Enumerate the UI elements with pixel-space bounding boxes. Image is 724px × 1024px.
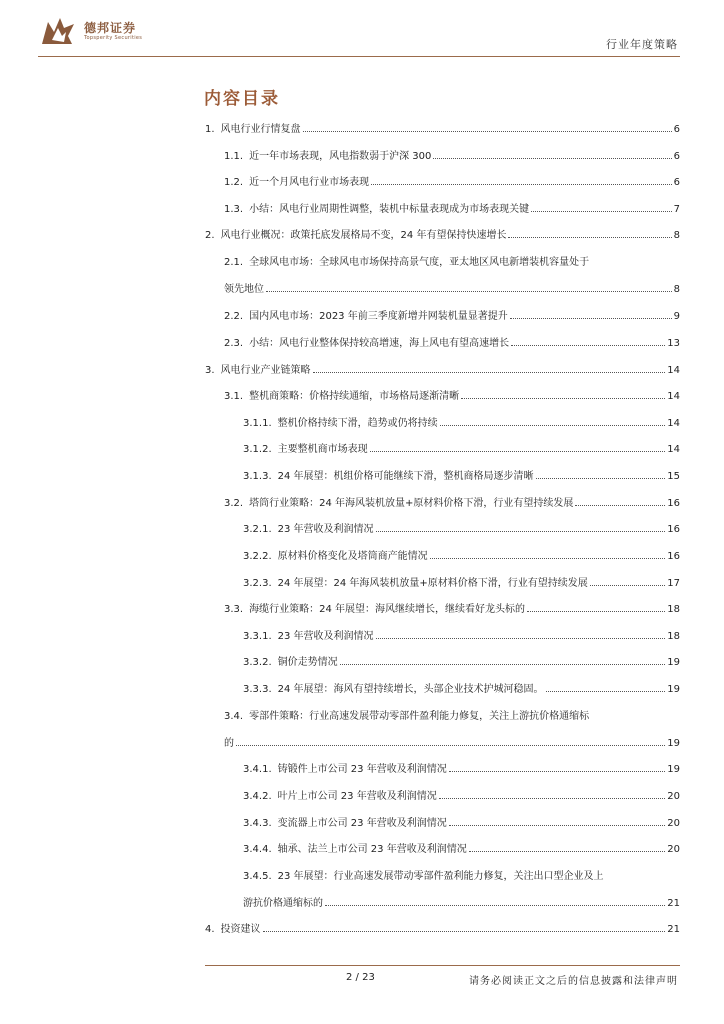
toc-entry-title: 国内风电市场：2023 年前三季度新增并网装机量显著提升	[249, 311, 508, 322]
toc-entry-page: 6	[673, 124, 680, 135]
toc-leader-dots	[439, 798, 666, 799]
toc-entry[interactable]	[243, 869, 680, 885]
toc-entry-number: 2.1.	[224, 257, 244, 268]
toc-entry[interactable]	[243, 469, 680, 485]
toc-leader-dots	[303, 131, 672, 132]
toc-leader-dots	[546, 691, 666, 692]
toc-entry-title: 铜价走势情况	[277, 657, 338, 668]
toc-entry-number: 3.2.2.	[243, 551, 272, 562]
toc-entry[interactable]	[205, 363, 680, 379]
toc-entry-title: 24 年展望：24 年海风装机放量+原材料价格下滑，行业有望持续发展	[277, 578, 588, 589]
toc-entry[interactable]	[243, 576, 680, 592]
toc-entry-title: 零部件策略：行业高速发展带动零部件盈利能力修复，关注上游抗价格通缩标	[249, 711, 590, 722]
toc-entry-number: 3.4.4.	[243, 844, 272, 855]
toc-entry[interactable]	[205, 228, 680, 244]
toc-entry-page: 14	[667, 391, 680, 402]
toc-entry-page: 14	[667, 444, 680, 455]
toc-entry-page: 21	[667, 898, 680, 909]
toc-entry[interactable]	[243, 816, 680, 832]
toc-entry-page: 19	[667, 738, 680, 749]
toc-entry-title: 塔筒行业策略：24 年海风装机放量+原材料价格下滑，行业有望持续发展	[249, 498, 574, 509]
toc-entry-title: 小结：风电行业整体保持较高增速，海上风电有望高速增长	[249, 338, 510, 349]
toc-leader-dots	[236, 745, 665, 746]
toc-entry-title: 变流器上市公司 23 年营收及利润情况	[277, 818, 447, 829]
toc-entry-page: 8	[673, 230, 680, 241]
toc-leader-dots	[527, 611, 665, 612]
toc-entry-continuation[interactable]	[224, 282, 680, 298]
toc-entry-page: 21	[667, 924, 680, 935]
toc-entry-page: 18	[667, 604, 680, 615]
toc-leader-dots	[449, 825, 666, 826]
footer-divider	[205, 965, 680, 966]
toc-entry-title: 23 年展望：行业高速发展带动零部件盈利能力修复，关注出口型企业及上	[277, 871, 604, 882]
toc-entry-title: 23 年营收及利润情况	[277, 631, 374, 642]
toc-entry-page: 9	[673, 311, 680, 322]
toc-entry-title: 投资建议	[220, 924, 261, 935]
toc-entry-page: 20	[667, 844, 680, 855]
toc-entry-title: 原材料价格变化及塔筒商产能情况	[277, 551, 428, 562]
toc-entry-number: 3.4.	[224, 711, 244, 722]
toc-leader-dots	[531, 211, 672, 212]
toc-entry[interactable]	[243, 416, 680, 432]
toc-entry-title: 全球风电市场：全球风电市场保持高景气度，亚太地区风电新增装机容量处于	[249, 257, 590, 268]
toc-entry-page: 18	[667, 631, 680, 642]
toc-entry-page: 16	[667, 551, 680, 562]
toc-entry-title: 风电行业行情复盘	[220, 124, 301, 135]
toc-entry-continuation[interactable]	[243, 896, 680, 912]
toc-entry-title: 近一个月风电行业市场表现	[249, 177, 370, 188]
toc-entry-title: 整机商策略：价格持续通缩，市场格局逐渐清晰	[249, 391, 460, 402]
toc-entry[interactable]	[224, 496, 680, 512]
toc-entry-title: 整机价格持续下滑，趋势或仍将持续	[277, 418, 438, 429]
toc-entry-page: 16	[667, 524, 680, 535]
toc-entry-title: 风电行业概况：政策托底发展格局不变，24 年有望保持快速增长	[220, 230, 507, 241]
toc-entry-continuation[interactable]	[224, 736, 680, 752]
toc-entry-page: 19	[667, 684, 680, 695]
toc-entry-title: 领先地位	[224, 284, 264, 295]
toc-leader-dots	[575, 505, 665, 506]
toc-entry-title: 叶片上市公司 23 年营收及利润情况	[277, 791, 437, 802]
toc-entry-title: 23 年营收及利润情况	[277, 524, 374, 535]
toc-entry-number: 3.4.1.	[243, 764, 272, 775]
toc-entry-number: 2.2.	[224, 311, 244, 322]
toc-entry-title: 主要整机商市场表现	[277, 444, 368, 455]
toc-entry-number: 3.	[205, 365, 215, 376]
toc-entry-page: 13	[667, 338, 680, 349]
toc-entry[interactable]	[224, 255, 680, 271]
toc-entry-title: 小结：风电行业周期性调整，装机中标量表现成为市场表现关键	[249, 204, 530, 215]
toc-title: 内容目录	[204, 89, 280, 109]
toc-entry[interactable]	[224, 336, 680, 352]
toc-entry[interactable]	[224, 602, 680, 618]
toc-entry-number: 3.4.2.	[243, 791, 272, 802]
toc-entry-number: 3.1.	[224, 391, 244, 402]
toc-leader-dots	[371, 184, 672, 185]
header-divider	[38, 56, 680, 57]
toc-entry-title: 游抗价格通缩标的	[243, 898, 323, 909]
toc-entry-page: 17	[667, 578, 680, 589]
toc-entry[interactable]	[243, 762, 680, 778]
toc-leader-dots	[325, 905, 665, 906]
toc-entry-number: 2.3.	[224, 338, 244, 349]
toc-entry-number: 3.2.3.	[243, 578, 272, 589]
toc-entry-number: 3.3.3.	[243, 684, 272, 695]
toc-entry[interactable]	[243, 682, 680, 698]
toc-entry-number: 3.2.1.	[243, 524, 272, 535]
toc-entry-number: 1.	[205, 124, 215, 135]
toc-leader-dots	[370, 451, 666, 452]
toc-leader-dots	[263, 931, 666, 932]
toc-entry-title: 海缆行业策略：24 年展望：海风继续增长，继续看好龙头标的	[249, 604, 525, 615]
toc-leader-dots	[340, 664, 666, 665]
toc-entry-number: 1.1.	[224, 151, 244, 162]
toc-entry[interactable]	[224, 709, 680, 725]
toc-leader-dots	[508, 237, 671, 238]
document-type: 行业年度策略	[606, 38, 678, 51]
page-number: 2 / 23	[346, 972, 375, 983]
toc-entry-number: 3.2.	[224, 498, 244, 509]
toc-entry-title: 的	[224, 738, 234, 749]
toc-entry-number: 3.3.2.	[243, 657, 272, 668]
toc-leader-dots	[511, 345, 665, 346]
toc-leader-dots	[430, 558, 666, 559]
toc-entry[interactable]	[243, 655, 680, 671]
toc-entry-title: 近一年市场表现，风电指数弱于沪深 300	[249, 151, 432, 162]
page-header	[0, 0, 724, 60]
toc-entry-page: 20	[667, 791, 680, 802]
toc-entry-page: 19	[667, 764, 680, 775]
toc-leader-dots	[449, 771, 666, 772]
toc-entry[interactable]	[243, 789, 680, 805]
toc-leader-dots	[536, 478, 666, 479]
footer-disclaimer: 请务必阅读正文之后的信息披露和法律声明	[469, 976, 678, 987]
brand-name: 德邦证券	[84, 21, 137, 35]
toc-entry[interactable]	[224, 149, 680, 165]
toc-entry-page: 14	[667, 365, 680, 376]
toc-entry-page: 6	[673, 177, 680, 188]
toc-entry[interactable]	[243, 549, 680, 565]
brand-english-name: Topsperity Securities	[84, 35, 143, 41]
toc-entry[interactable]	[243, 442, 680, 458]
toc-entry-number: 3.4.3.	[243, 818, 272, 829]
toc-entry-page: 8	[673, 284, 680, 295]
toc-entry-title: 风电行业产业链策略	[220, 365, 311, 376]
toc-leader-dots	[433, 158, 671, 159]
toc-entry[interactable]	[224, 202, 680, 218]
toc-entry-page: 16	[667, 498, 680, 509]
toc-leader-dots	[469, 851, 666, 852]
toc-leader-dots	[376, 638, 666, 639]
toc-leader-dots	[440, 425, 666, 426]
toc-entry-title: 铸锻件上市公司 23 年营收及利润情况	[277, 764, 447, 775]
toc-entry[interactable]	[243, 629, 680, 645]
toc-entry-number: 3.1.2.	[243, 444, 272, 455]
toc-entry-title: 24 年展望：机组价格可能继续下滑，整机商格局逐步清晰	[277, 471, 534, 482]
toc-entry[interactable]	[243, 842, 680, 858]
toc-entry-page: 14	[667, 418, 680, 429]
toc-leader-dots	[376, 531, 666, 532]
toc-entry[interactable]	[224, 175, 680, 191]
toc-entry-page: 6	[673, 151, 680, 162]
toc-leader-dots	[590, 585, 665, 586]
toc-entry-number: 3.1.3.	[243, 471, 272, 482]
toc-entry-page: 7	[673, 204, 680, 215]
toc-entry-number: 1.3.	[224, 204, 244, 215]
toc-entry[interactable]	[205, 922, 680, 938]
toc-entry-number: 3.3.1.	[243, 631, 272, 642]
dragon-logo-icon	[38, 14, 78, 48]
toc-leader-dots	[266, 291, 672, 292]
toc-entry-number: 3.4.5.	[243, 871, 272, 882]
toc-entry-page: 20	[667, 818, 680, 829]
toc-entry-number: 4.	[205, 924, 215, 935]
toc-leader-dots	[461, 398, 665, 399]
toc-entry-title: 轴承、法兰上市公司 23 年营收及利润情况	[277, 844, 467, 855]
toc-entry[interactable]	[224, 389, 680, 405]
toc-entry-number: 3.1.1.	[243, 418, 272, 429]
toc-entry-number: 3.3.	[224, 604, 244, 615]
toc-entry-page: 15	[667, 471, 680, 482]
toc-entry[interactable]	[224, 309, 680, 325]
toc-leader-dots	[313, 372, 666, 373]
toc-leader-dots	[510, 318, 672, 319]
toc-entry[interactable]	[205, 122, 680, 138]
toc-entry-page: 19	[667, 657, 680, 668]
toc-entry-number: 2.	[205, 230, 215, 241]
toc-entry[interactable]	[243, 522, 680, 538]
toc-entry-title: 24 年展望：海风有望持续增长，头部企业技术护城河稳固。	[277, 684, 544, 695]
toc-entry-number: 1.2.	[224, 177, 244, 188]
